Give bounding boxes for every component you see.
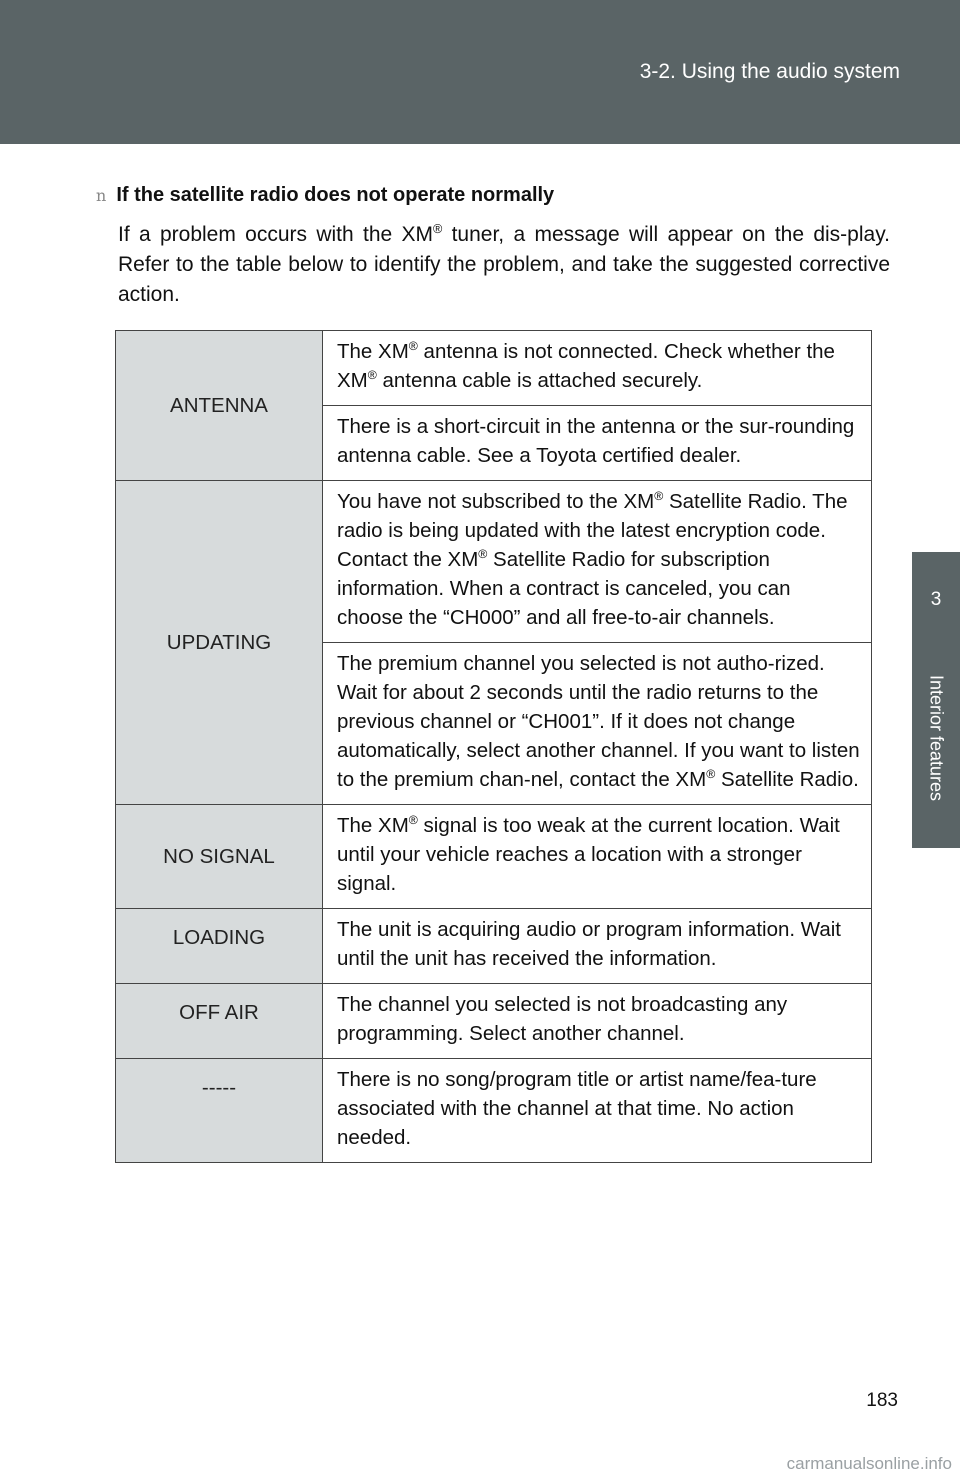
table-row: [116, 984, 872, 1059]
message-code: ANTENNA: [116, 331, 323, 481]
watermark: carmanualsonline.info: [786, 1454, 952, 1473]
table-row: [116, 331, 872, 406]
chapter-tab: [912, 628, 960, 848]
message-code: LOADING: [116, 909, 323, 984]
message-description: You have not subscribed to the XM® Satellite Radio. The radio is being updated with the latest encryption code. Contact the XM® Satellite Radio for subscription information. When a contract is canceled, you can choose the “CH000” and all free-to-air channels.: [323, 481, 872, 643]
message-description: The premium channel you selected is not autho-rized. Wait for about 2 seconds until the radio returns to the previous channel or “CH001”. If it does not change automatically, select another channel. If you want to listen to the premium chan-nel, contact the XM® Satellite Radio.: [323, 643, 872, 805]
page-number: 183: [866, 1390, 898, 1411]
header-title: 3-2. Using the audio system: [639, 60, 900, 83]
bullet-icon: n: [96, 186, 107, 205]
table-row: [116, 909, 872, 984]
table-row: [116, 805, 872, 909]
message-description: There is a short-circuit in the antenna or the sur-rounding antenna cable. See a Toyota certified dealer.: [323, 406, 872, 481]
message-description: The XM® signal is too weak at the current location. Wait until your vehicle reaches a location with a stronger signal.: [323, 805, 872, 909]
message-code: -----: [116, 1059, 323, 1163]
message-code: UPDATING: [116, 481, 323, 805]
chapter-tab-number: 3: [912, 552, 960, 628]
chapter-tab-label: Interior features: [926, 674, 947, 802]
message-description: There is no song/program title or artist name/fea-ture associated with the channel at that time. No action needed.: [323, 1059, 872, 1163]
section-heading: [96, 184, 554, 207]
message-code: NO SIGNAL: [116, 805, 323, 909]
message-table: [115, 330, 872, 1163]
page-header: [0, 0, 960, 144]
intro-paragraph: If a problem occurs with the XM® tuner, a message will appear on the dis-play. Refer to the table below to identify the problem, and take the suggested corrective action.: [118, 222, 890, 306]
message-code: OFF AIR: [116, 984, 323, 1059]
table-row: [116, 481, 872, 643]
section-heading-text: If the satellite radio does not operate normally: [116, 184, 555, 206]
message-description: The unit is acquiring audio or program information. Wait until the unit has received the information.: [323, 909, 872, 984]
message-description: The XM® antenna is not connected. Check whether the XM® antenna cable is attached securely.: [323, 331, 872, 406]
message-description: The channel you selected is not broadcasting any programming. Select another channel.: [323, 984, 872, 1059]
registered-mark: ®: [433, 222, 443, 236]
table-row: [116, 1059, 872, 1163]
